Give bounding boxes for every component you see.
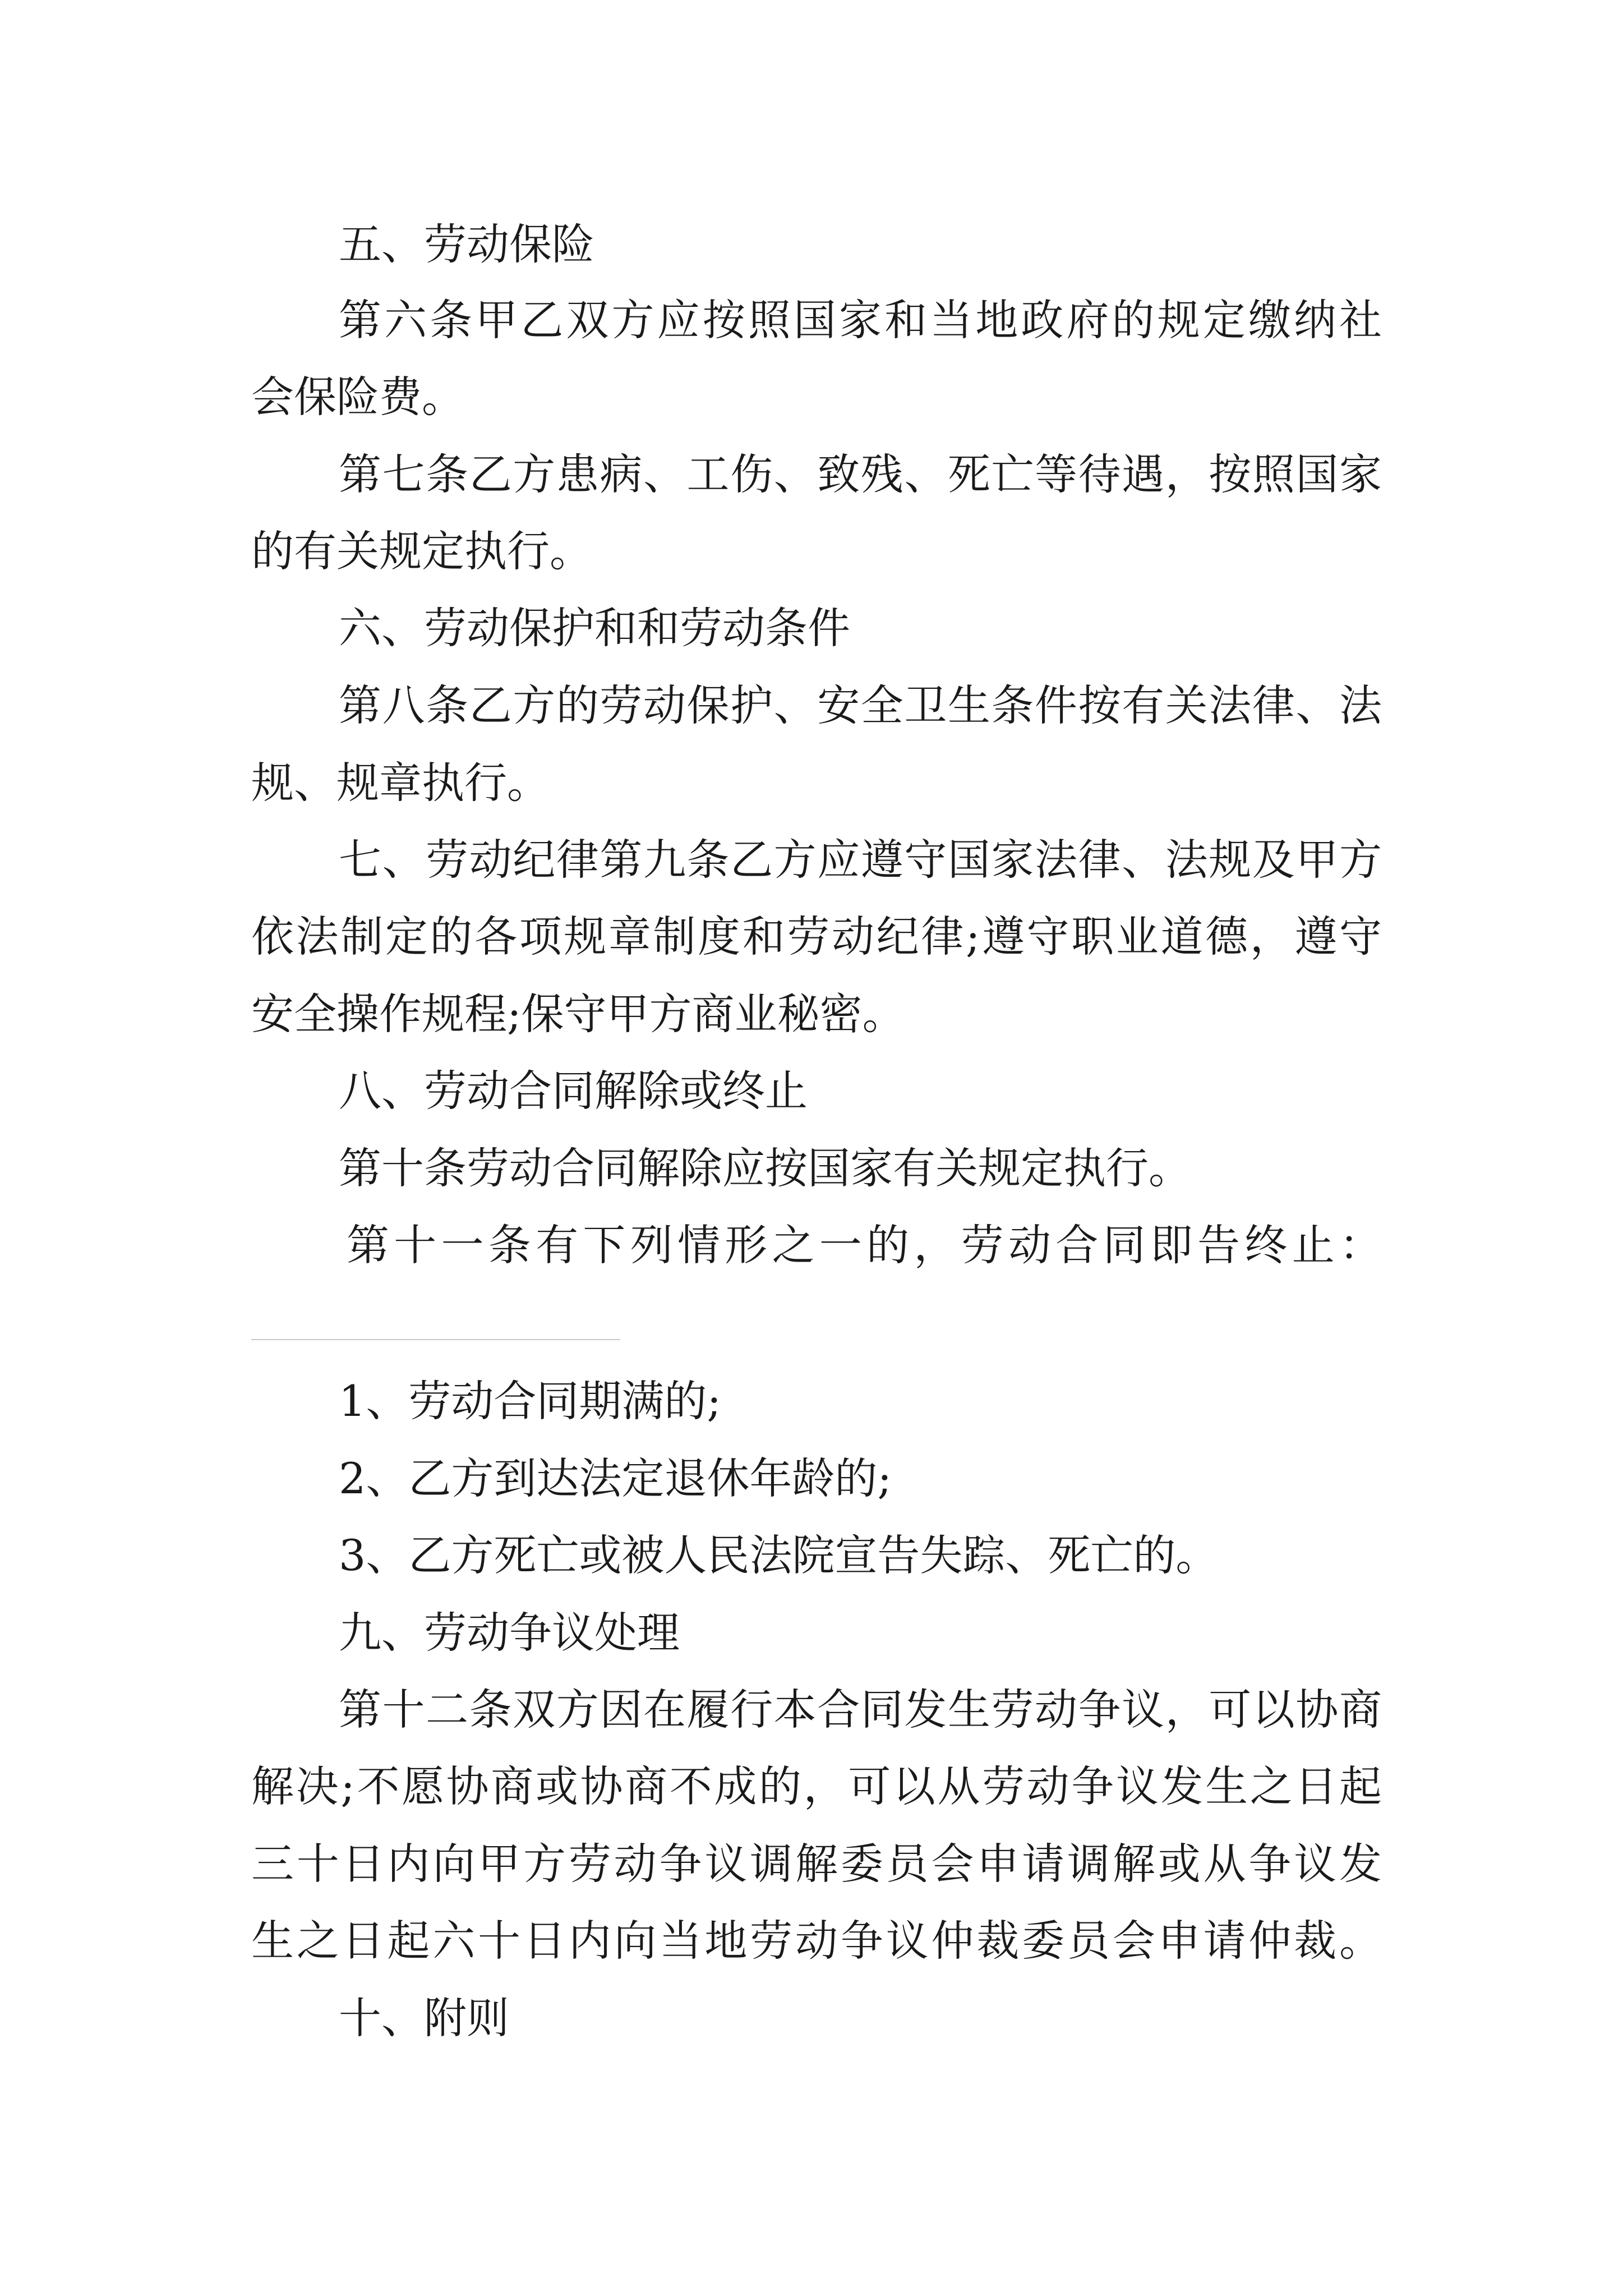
section-6-heading: 六、劳动保护和和劳动条件	[339, 603, 850, 653]
page-divider	[251, 1339, 620, 1340]
article-11: 第十一条有下列情形之一的，劳动合同即告终止：	[347, 1220, 1382, 1270]
list-item: 3、乙方死亡或被人民法院宣告失踪、死亡的。	[339, 1530, 1219, 1580]
article-7-line-1: 第七条乙方患病、工伤、致残、死亡等待遇，按照国家	[339, 449, 1382, 499]
section-9-heading: 九、劳动争议处理	[339, 1608, 680, 1658]
section-7-line-2: 依法制定的各项规章制度和劳动纪律;遵守职业道德，遵守	[251, 912, 1382, 961]
article-6-line-2: 会保险费。	[251, 372, 464, 422]
section-5-heading: 五、劳动保险	[339, 219, 594, 269]
article-8-line-1: 第八条乙方的劳动保护、安全卫生条件按有关法律、法	[339, 680, 1382, 730]
article-10: 第十条劳动合同解除应按国家有关规定执行。	[339, 1143, 1191, 1193]
article-12-line-3: 三十日内向甲方劳动争议调解委员会申请调解或从争议发	[251, 1839, 1382, 1889]
article-7-line-2: 的有关规定执行。	[251, 526, 592, 576]
article-12-line-2: 解决;不愿协商或协商不成的，可以从劳动争议发生之日起	[251, 1761, 1382, 1811]
list-item: 2、乙方到达法定退休年龄的;	[339, 1453, 892, 1503]
list-item: 1、劳动合同期满的;	[339, 1376, 721, 1426]
article-12-line-1: 第十二条双方因在履行本合同发生劳动争议，可以协商	[339, 1685, 1382, 1734]
section-10-heading: 十、附则	[339, 1993, 509, 2043]
section-8-heading: 八、劳动合同解除或终止	[339, 1066, 808, 1116]
section-7-line-3: 安全操作规程;保守甲方商业秘密。	[251, 989, 905, 1039]
article-6-line-1: 第六条甲乙双方应按照国家和当地政府的规定缴纳社	[339, 295, 1382, 345]
article-12-line-4: 生之日起六十日内向当地劳动争议仲裁委员会申请仲裁。	[251, 1916, 1382, 1966]
section-7-line-1: 七、劳动纪律第九条乙方应遵守国家法律、法规及甲方	[339, 835, 1382, 885]
article-8-line-2: 规、规章执行。	[251, 758, 550, 808]
